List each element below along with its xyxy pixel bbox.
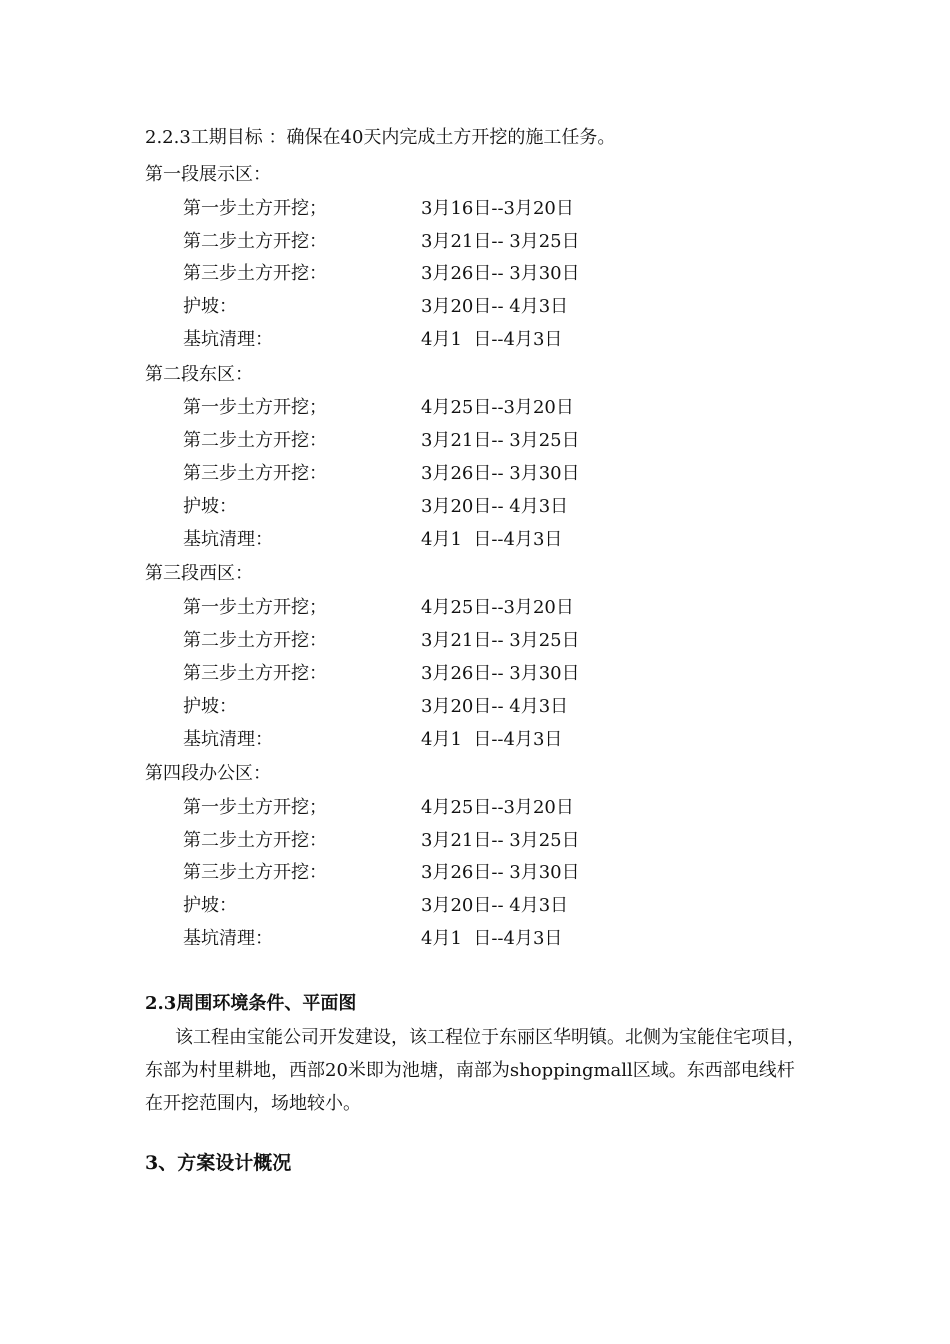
row-value: 3月20日-- 4月3日: [421, 696, 569, 717]
row-label: 护坡：: [183, 296, 237, 317]
row-value: 3月20日-- 4月3日: [421, 895, 569, 916]
row-label: 第二步土方开挖：: [183, 430, 327, 451]
row-label: 第三步土方开挖：: [183, 463, 327, 484]
row-label: 基坑清理：: [183, 329, 273, 350]
row-label: 第一步土方开挖；: [183, 597, 327, 618]
row-label: 第二步土方开挖：: [183, 231, 327, 252]
row-value: 4月25日--3月20日: [421, 797, 574, 818]
row-value: 3月26日-- 3月30日: [421, 663, 580, 684]
row-label: 第一步土方开挖；: [183, 198, 327, 219]
row-label: 第一步土方开挖；: [183, 397, 327, 418]
row-value: 3月21日-- 3月25日: [421, 630, 580, 651]
row-value: 4月1 日--4月3日: [421, 329, 563, 350]
row-value: 4月25日--3月20日: [421, 597, 574, 618]
row-value: 3月21日-- 3月25日: [421, 830, 580, 851]
row-label: 基坑清理：: [183, 729, 273, 750]
row-value: 3月26日-- 3月30日: [421, 263, 580, 284]
row-label: 第三步土方开挖：: [183, 663, 327, 684]
row-value: 4月1 日--4月3日: [421, 928, 563, 949]
section-title: 第二段东区：: [145, 364, 253, 385]
row-value: 3月26日-- 3月30日: [421, 862, 580, 883]
section-title: 第一段展示区：: [145, 164, 271, 185]
chapter-heading: 3、方案设计概况: [145, 1152, 292, 1174]
env-paragraph: 该工程由宝能公司开发建设，该工程位于东丽区华明镇。北侧为宝能住宅项目，东部为村里耕地，西部20米即为池塘，南部为shoppingmall区域。东西部电线杆在开挖范围内，场地较小。: [145, 1027, 805, 1114]
row-value: 3月26日-- 3月30日: [421, 463, 580, 484]
schedule-goal-line: 2.2.3工期目标 ：确保在40天内完成土方开挖的施工任务。: [145, 127, 616, 148]
row-value: 4月1 日--4月3日: [421, 529, 563, 550]
row-label: 护坡：: [183, 496, 237, 517]
row-value: 4月25日--3月20日: [421, 397, 574, 418]
row-value: 3月20日-- 4月3日: [421, 296, 569, 317]
row-label: 第一步土方开挖；: [183, 797, 327, 818]
row-value: 3月16日--3月20日: [421, 198, 574, 219]
row-value: 3月20日-- 4月3日: [421, 496, 569, 517]
row-label: 第二步土方开挖：: [183, 830, 327, 851]
section-title: 第四段办公区：: [145, 763, 271, 784]
row-value: 3月21日-- 3月25日: [421, 231, 580, 252]
env-heading: 2.3周围环境条件、平面图: [145, 993, 357, 1014]
row-label: 基坑清理：: [183, 529, 273, 550]
row-label: 第三步土方开挖：: [183, 862, 327, 883]
section-title: 第三段西区：: [145, 563, 253, 584]
row-label: 护坡：: [183, 696, 237, 717]
row-label: 护坡：: [183, 895, 237, 916]
row-label: 第三步土方开挖：: [183, 263, 327, 284]
row-value: 3月21日-- 3月25日: [421, 430, 580, 451]
row-label: 基坑清理：: [183, 928, 273, 949]
row-label: 第二步土方开挖：: [183, 630, 327, 651]
row-value: 4月1 日--4月3日: [421, 729, 563, 750]
